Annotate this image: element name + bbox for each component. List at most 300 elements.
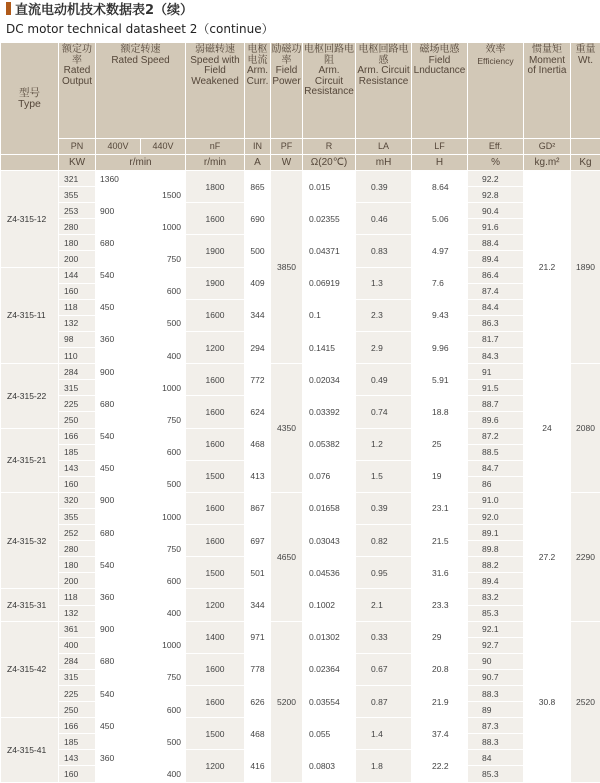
table-row — [1, 492, 600, 508]
pn-cell: 225 — [59, 396, 96, 412]
field-inductance-cell: 23.3 — [412, 589, 468, 621]
header-arm-inductance-cn: 电枢回路电感 — [356, 45, 411, 66]
arm-inductance-cell: 0.87 — [356, 686, 412, 718]
field-inductance-cell: 31.6 — [412, 557, 468, 589]
speed-440v-cell — [141, 299, 186, 315]
efficiency-cell: 88.5 — [468, 444, 524, 460]
efficiency-cell: 92.1 — [468, 621, 524, 637]
resistance-cell: 0.03043 — [303, 525, 356, 557]
efficiency-cell: 87.2 — [468, 428, 524, 444]
header-type-en: Type — [1, 99, 58, 110]
resistance-cell: 0.03554 — [303, 686, 356, 718]
type-cell: Z4-315-41 — [1, 718, 59, 782]
arm-inductance-cell: 0.33 — [356, 621, 412, 653]
symbol-pf: PF — [271, 139, 303, 155]
speed-440v-cell: 500 — [141, 315, 186, 331]
arm-current-cell: 468 — [245, 718, 271, 750]
arm-current-cell: 468 — [245, 428, 271, 460]
field-weakened-speed-cell: 1600 — [186, 686, 245, 718]
speed-400v-cell: 450 — [96, 299, 141, 315]
header-moment-en: Moment of Inertia — [524, 56, 570, 77]
pn-cell: 253 — [59, 203, 96, 219]
field-weakened-speed-cell: 1600 — [186, 653, 245, 685]
arm-current-cell: 772 — [245, 364, 271, 396]
pn-cell: 185 — [59, 444, 96, 460]
speed-440v-cell — [141, 171, 186, 187]
moment-cell: 24 — [524, 364, 571, 493]
arm-current-cell: 626 — [245, 686, 271, 718]
efficiency-cell: 89.6 — [468, 412, 524, 428]
speed-400v-cell — [96, 380, 141, 396]
resistance-cell: 0.03392 — [303, 396, 356, 428]
weight-cell: 2290 — [571, 492, 600, 621]
unit-ohm: Ω(20℃) — [303, 155, 356, 171]
efficiency-cell: 88.3 — [468, 734, 524, 750]
header-field-power — [271, 43, 303, 139]
speed-440v-cell: 1000 — [141, 508, 186, 524]
arm-inductance-cell: 0.82 — [356, 525, 412, 557]
efficiency-cell: 90.4 — [468, 203, 524, 219]
efficiency-cell: 87.4 — [468, 283, 524, 299]
type-cell: Z4-315-11 — [1, 267, 59, 364]
header-arm-curr — [245, 43, 271, 139]
arm-inductance-cell: 0.95 — [356, 557, 412, 589]
pn-cell: 118 — [59, 589, 96, 605]
arm-inductance-cell: 1.5 — [356, 460, 412, 492]
efficiency-cell: 92.8 — [468, 187, 524, 203]
field-power-cell: 4350 — [271, 364, 303, 493]
symbol-400v: 400V — [96, 139, 141, 155]
symbol-440v: 440V — [141, 139, 186, 155]
speed-400v-cell — [96, 219, 141, 235]
symbol-lf: LF — [412, 139, 468, 155]
field-weakened-speed-cell: 1600 — [186, 525, 245, 557]
speed-440v-cell: 600 — [141, 573, 186, 589]
pn-cell: 166 — [59, 718, 96, 734]
speed-440v-cell — [141, 750, 186, 766]
header-arm-inductance — [356, 43, 412, 139]
resistance-cell: 0.04371 — [303, 235, 356, 267]
moment-cell: 30.8 — [524, 621, 571, 782]
field-inductance-cell: 5.06 — [412, 203, 468, 235]
speed-440v-cell — [141, 718, 186, 734]
speed-440v-cell: 400 — [141, 766, 186, 782]
field-weakened-speed-cell: 1200 — [186, 750, 245, 782]
pn-cell: 280 — [59, 219, 96, 235]
speed-440v-cell — [141, 653, 186, 669]
speed-400v-cell — [96, 315, 141, 331]
weight-cell: 1890 — [571, 171, 600, 364]
efficiency-cell: 88.3 — [468, 686, 524, 702]
header-efficiency — [468, 43, 524, 139]
arm-current-cell: 413 — [245, 460, 271, 492]
pn-cell: 280 — [59, 541, 96, 557]
resistance-cell: 0.01658 — [303, 492, 356, 524]
pn-cell: 132 — [59, 315, 96, 331]
pn-cell: 284 — [59, 364, 96, 380]
arm-inductance-cell: 0.49 — [356, 364, 412, 396]
header-moment — [524, 43, 571, 139]
unit-pct: % — [468, 155, 524, 171]
speed-400v-cell: 360 — [96, 589, 141, 605]
header-field-weakened-cn: 弱磁转速 — [186, 45, 244, 56]
efficiency-cell: 91.0 — [468, 492, 524, 508]
pn-cell: 250 — [59, 412, 96, 428]
header-rated-output-cn: 额定功率 — [59, 45, 95, 66]
efficiency-cell: 85.3 — [468, 605, 524, 621]
table-row — [1, 621, 600, 637]
speed-440v-cell — [141, 557, 186, 573]
efficiency-cell: 91 — [468, 364, 524, 380]
efficiency-cell: 90.7 — [468, 669, 524, 685]
speed-400v-cell — [96, 187, 141, 203]
field-inductance-cell: 9.96 — [412, 331, 468, 363]
speed-440v-cell — [141, 686, 186, 702]
field-inductance-cell: 25 — [412, 428, 468, 460]
efficiency-cell: 88.2 — [468, 557, 524, 573]
field-inductance-cell: 21.9 — [412, 686, 468, 718]
arm-current-cell: 416 — [245, 750, 271, 782]
unit-a: A — [245, 155, 271, 171]
header-rated-speed-en: Rated Speed — [96, 56, 185, 67]
field-power-cell: 4650 — [271, 492, 303, 621]
field-weakened-speed-cell: 1400 — [186, 621, 245, 653]
speed-440v-cell — [141, 525, 186, 541]
speed-400v-cell: 540 — [96, 267, 141, 283]
pn-cell: 315 — [59, 669, 96, 685]
header-field-inductance-en: Field Lnductance — [412, 56, 467, 77]
speed-440v-cell — [141, 428, 186, 444]
speed-440v-cell — [141, 492, 186, 508]
speed-440v-cell: 1000 — [141, 219, 186, 235]
unit-blank — [1, 155, 59, 171]
pn-cell: 110 — [59, 348, 96, 364]
resistance-cell: 0.04536 — [303, 557, 356, 589]
pn-cell: 132 — [59, 605, 96, 621]
field-weakened-speed-cell: 1500 — [186, 460, 245, 492]
header-field-power-en: Field Power — [271, 66, 302, 87]
efficiency-cell: 84.3 — [468, 348, 524, 364]
field-inductance-cell: 8.64 — [412, 171, 468, 203]
speed-440v-cell — [141, 364, 186, 380]
field-inductance-cell: 4.97 — [412, 235, 468, 267]
efficiency-cell: 86.4 — [468, 267, 524, 283]
arm-inductance-cell: 2.1 — [356, 589, 412, 621]
weight-cell: 2520 — [571, 621, 600, 782]
arm-inductance-cell: 1.8 — [356, 750, 412, 782]
pn-cell: 180 — [59, 235, 96, 251]
pn-cell: 320 — [59, 492, 96, 508]
speed-440v-cell: 600 — [141, 444, 186, 460]
speed-400v-cell: 680 — [96, 525, 141, 541]
field-weakened-speed-cell: 1600 — [186, 364, 245, 396]
speed-440v-cell: 600 — [141, 702, 186, 718]
speed-400v-cell — [96, 476, 141, 492]
field-inductance-cell: 37.4 — [412, 718, 468, 750]
speed-400v-cell — [96, 283, 141, 299]
field-weakened-speed-cell: 1600 — [186, 299, 245, 331]
resistance-cell: 0.01302 — [303, 621, 356, 653]
resistance-cell: 0.02034 — [303, 364, 356, 396]
field-weakened-speed-cell: 1600 — [186, 396, 245, 428]
arm-current-cell: 697 — [245, 525, 271, 557]
efficiency-cell: 92.2 — [468, 171, 524, 187]
field-weakened-speed-cell: 1200 — [186, 589, 245, 621]
pn-cell: 355 — [59, 508, 96, 524]
header-rated-speed-cn: 额定转速 — [96, 45, 185, 56]
arm-current-cell: 409 — [245, 267, 271, 299]
pn-cell: 144 — [59, 267, 96, 283]
type-cell: Z4-315-42 — [1, 621, 59, 718]
field-weakened-speed-cell: 1800 — [186, 171, 245, 203]
pn-cell: 252 — [59, 525, 96, 541]
speed-440v-cell — [141, 621, 186, 637]
title-block — [0, 0, 600, 42]
pn-cell: 160 — [59, 766, 96, 782]
arm-inductance-cell: 1.2 — [356, 428, 412, 460]
arm-current-cell: 500 — [245, 235, 271, 267]
speed-440v-cell: 1000 — [141, 637, 186, 653]
type-cell: Z4-315-32 — [1, 492, 59, 589]
field-inductance-cell: 22.2 — [412, 750, 468, 782]
efficiency-cell: 89 — [468, 702, 524, 718]
header-arm-curr-cn: 电枢电流 — [245, 45, 270, 66]
weight-cell: 2080 — [571, 364, 600, 493]
pn-cell: 180 — [59, 557, 96, 573]
unit-rmin: r/min — [96, 155, 186, 171]
efficiency-cell: 84.7 — [468, 460, 524, 476]
arm-inductance-cell: 0.74 — [356, 396, 412, 428]
arm-current-cell: 971 — [245, 621, 271, 653]
header-arm-resistance — [303, 43, 356, 139]
symbol-blank — [571, 139, 600, 155]
pn-cell: 355 — [59, 187, 96, 203]
arm-inductance-cell: 0.67 — [356, 653, 412, 685]
speed-440v-cell — [141, 203, 186, 219]
speed-400v-cell: 450 — [96, 460, 141, 476]
header-rated-output — [59, 43, 96, 139]
efficiency-cell: 89.1 — [468, 525, 524, 541]
speed-400v-cell — [96, 508, 141, 524]
header-arm-curr-en: Arm. Curr. — [245, 66, 270, 87]
efficiency-cell: 84.4 — [468, 299, 524, 315]
efficiency-cell: 91.5 — [468, 380, 524, 396]
arm-inductance-cell: 2.9 — [356, 331, 412, 363]
speed-400v-cell: 450 — [96, 718, 141, 734]
pn-cell: 200 — [59, 251, 96, 267]
arm-inductance-cell: 0.83 — [356, 235, 412, 267]
field-inductance-cell: 23.1 — [412, 492, 468, 524]
arm-current-cell: 778 — [245, 653, 271, 685]
type-cell: Z4-315-12 — [1, 171, 59, 268]
field-inductance-cell: 19 — [412, 460, 468, 492]
arm-inductance-cell: 2.3 — [356, 299, 412, 331]
pn-cell: 225 — [59, 686, 96, 702]
speed-440v-cell: 500 — [141, 734, 186, 750]
pn-cell: 200 — [59, 573, 96, 589]
speed-400v-cell — [96, 702, 141, 718]
speed-400v-cell — [96, 412, 141, 428]
field-weakened-speed-cell: 1900 — [186, 235, 245, 267]
efficiency-cell: 92.0 — [468, 508, 524, 524]
field-weakened-speed-cell: 1600 — [186, 428, 245, 460]
efficiency-cell: 92.7 — [468, 637, 524, 653]
unit-mh: mH — [356, 155, 412, 171]
speed-440v-cell: 400 — [141, 348, 186, 364]
efficiency-cell: 81.7 — [468, 331, 524, 347]
arm-inductance-cell: 0.39 — [356, 492, 412, 524]
header-arm-inductance-en: Arm. Circuit Resistance — [356, 66, 411, 87]
field-inductance-cell: 18.8 — [412, 396, 468, 428]
pn-cell: 361 — [59, 621, 96, 637]
field-weakened-speed-cell: 1600 — [186, 492, 245, 524]
speed-400v-cell: 360 — [96, 331, 141, 347]
symbol-nf: nF — [186, 139, 245, 155]
header-field-inductance — [412, 43, 468, 139]
table-row — [1, 171, 600, 187]
pn-cell: 160 — [59, 476, 96, 492]
speed-400v-cell: 900 — [96, 492, 141, 508]
header-efficiency-en: Efficiency — [468, 56, 523, 67]
title-cn: 直流电动机技术数据表2（续） — [15, 3, 193, 18]
resistance-cell: 0.015 — [303, 171, 356, 203]
unit-rmin-field: r/min — [186, 155, 245, 171]
unit-kgm2: kg.m² — [524, 155, 571, 171]
speed-440v-cell: 600 — [141, 283, 186, 299]
pn-cell: 143 — [59, 460, 96, 476]
type-cell: Z4-315-21 — [1, 428, 59, 492]
field-inductance-cell: 5.91 — [412, 364, 468, 396]
field-power-cell: 5200 — [271, 621, 303, 782]
field-weakened-speed-cell: 1500 — [186, 718, 245, 750]
efficiency-cell: 88.4 — [468, 235, 524, 251]
resistance-cell: 0.05382 — [303, 428, 356, 460]
speed-440v-cell — [141, 589, 186, 605]
header-weight-cn: 重量 — [571, 45, 600, 56]
header-type — [1, 43, 59, 155]
efficiency-cell: 86.3 — [468, 315, 524, 331]
field-inductance-cell: 29 — [412, 621, 468, 653]
arm-current-cell: 624 — [245, 396, 271, 428]
field-weakened-speed-cell: 1500 — [186, 557, 245, 589]
efficiency-cell: 90 — [468, 653, 524, 669]
resistance-cell: 0.1415 — [303, 331, 356, 363]
efficiency-cell: 89.8 — [468, 541, 524, 557]
pn-cell: 400 — [59, 637, 96, 653]
speed-400v-cell — [96, 766, 141, 782]
speed-400v-cell — [96, 669, 141, 685]
arm-current-cell: 294 — [245, 331, 271, 363]
header-arm-resistance-en: Arm. Circuit Resistance — [303, 66, 355, 98]
pn-cell: 315 — [59, 380, 96, 396]
arm-inductance-cell: 0.46 — [356, 203, 412, 235]
moment-cell: 27.2 — [524, 492, 571, 621]
header-weight-en: Wt. — [571, 56, 600, 67]
speed-400v-cell: 540 — [96, 686, 141, 702]
pn-cell: 166 — [59, 428, 96, 444]
speed-400v-cell: 680 — [96, 396, 141, 412]
efficiency-cell: 89.4 — [468, 251, 524, 267]
pn-cell: 160 — [59, 283, 96, 299]
speed-400v-cell: 360 — [96, 750, 141, 766]
speed-440v-cell — [141, 267, 186, 283]
speed-440v-cell — [141, 331, 186, 347]
table-header — [1, 43, 600, 171]
speed-440v-cell — [141, 235, 186, 251]
unit-w: W — [271, 155, 303, 171]
speed-400v-cell — [96, 541, 141, 557]
speed-400v-cell: 680 — [96, 235, 141, 251]
speed-400v-cell — [96, 348, 141, 364]
pn-cell: 250 — [59, 702, 96, 718]
speed-400v-cell — [96, 637, 141, 653]
efficiency-cell: 83.2 — [468, 589, 524, 605]
arm-current-cell: 344 — [245, 589, 271, 621]
speed-400v-cell — [96, 573, 141, 589]
arm-inductance-cell: 1.4 — [356, 718, 412, 750]
speed-440v-cell — [141, 460, 186, 476]
resistance-cell: 0.055 — [303, 718, 356, 750]
efficiency-cell: 91.6 — [468, 219, 524, 235]
speed-440v-cell: 750 — [141, 541, 186, 557]
field-power-cell: 3850 — [271, 171, 303, 364]
symbol-gd: GD² — [524, 139, 571, 155]
field-weakened-speed-cell: 1200 — [186, 331, 245, 363]
speed-400v-cell: 900 — [96, 203, 141, 219]
symbol-in: IN — [245, 139, 271, 155]
header-field-inductance-cn: 磁场电感 — [412, 45, 467, 56]
efficiency-cell: 85.3 — [468, 766, 524, 782]
moment-cell: 21.2 — [524, 171, 571, 364]
resistance-cell: 0.02364 — [303, 653, 356, 685]
resistance-cell: 0.1002 — [303, 589, 356, 621]
datasheet-table — [0, 42, 600, 783]
field-inductance-cell: 7.6 — [412, 267, 468, 299]
speed-440v-cell: 1000 — [141, 380, 186, 396]
speed-400v-cell — [96, 251, 141, 267]
speed-400v-cell: 1360 — [96, 171, 141, 187]
pn-cell: 98 — [59, 331, 96, 347]
title-en: DC motor technical datasheet 2（continue） — [6, 19, 594, 39]
resistance-cell: 0.1 — [303, 299, 356, 331]
speed-400v-cell — [96, 734, 141, 750]
table-row — [1, 364, 600, 380]
speed-440v-cell: 750 — [141, 669, 186, 685]
field-weakened-speed-cell: 1600 — [186, 203, 245, 235]
type-cell: Z4-315-22 — [1, 364, 59, 428]
speed-400v-cell: 540 — [96, 557, 141, 573]
efficiency-cell: 88.7 — [468, 396, 524, 412]
pn-cell: 185 — [59, 734, 96, 750]
field-inductance-cell: 9.43 — [412, 299, 468, 331]
header-field-power-cn: 励磁功率 — [271, 45, 302, 66]
header-arm-resistance-cn: 电枢回路电阻 — [303, 45, 355, 66]
speed-440v-cell: 400 — [141, 605, 186, 621]
unit-kg: Kg — [571, 155, 600, 171]
header-moment-cn: 惯量矩 — [524, 45, 570, 56]
header-weight — [571, 43, 600, 139]
speed-400v-cell — [96, 444, 141, 460]
header-type-cn: 型号 — [1, 88, 58, 99]
title-marker — [6, 2, 11, 15]
header-rated-output-en: Rated Output — [59, 66, 95, 87]
resistance-cell: 0.076 — [303, 460, 356, 492]
speed-400v-cell: 540 — [96, 428, 141, 444]
unit-kw: KW — [59, 155, 96, 171]
speed-400v-cell — [96, 605, 141, 621]
field-inductance-cell: 21.5 — [412, 525, 468, 557]
arm-inductance-cell: 0.39 — [356, 171, 412, 203]
